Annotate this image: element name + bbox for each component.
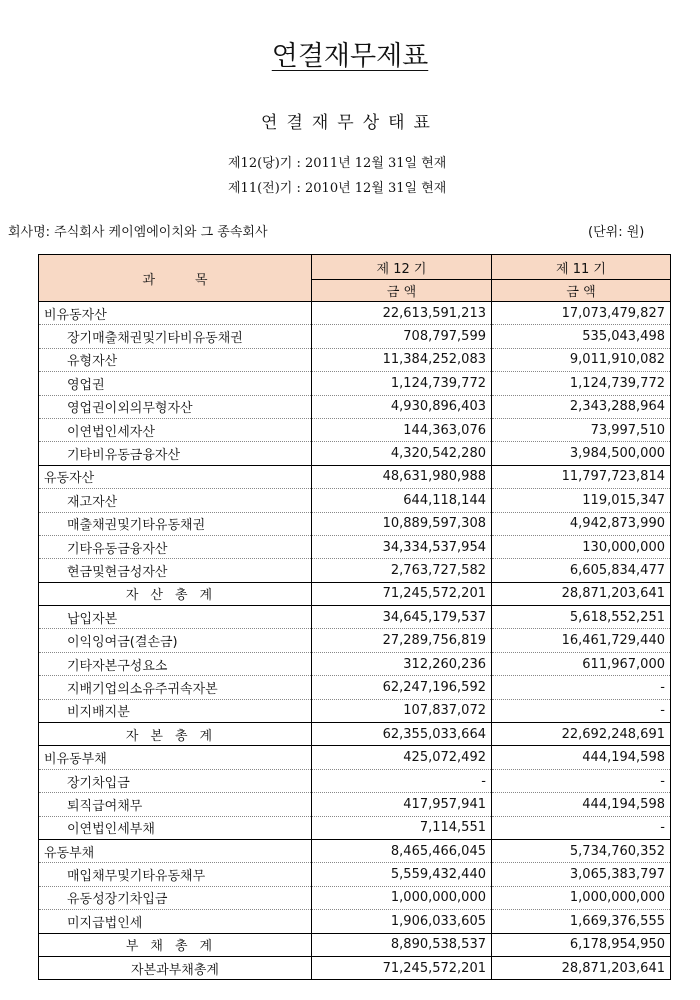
row-prior-value: 22,692,248,691 (492, 723, 671, 746)
table-row (39, 886, 671, 909)
table-row (39, 302, 671, 325)
table-row (39, 652, 671, 675)
row-prior-value: 444,194,598 (492, 746, 671, 769)
row-prior-value: 3,065,383,797 (492, 863, 671, 886)
row-label: 유형자산 (39, 348, 312, 371)
row-current-value: 425,072,492 (312, 746, 492, 769)
table-row (39, 606, 671, 629)
row-label: 이익잉여금(결손금) (39, 629, 312, 652)
period-prior: 제11(전)기 : 2010년 12월 31일 현재 (228, 181, 447, 196)
row-current-value: 2,763,727,582 (312, 559, 492, 582)
row-current-value: 1,000,000,000 (312, 886, 492, 909)
row-label: 기타비유동금융자산 (39, 442, 312, 465)
company-name: 회사명: 주식회사 케이엠에이치와 그 종속회사 (8, 225, 268, 240)
table-row (39, 325, 671, 348)
row-prior-value: 119,015,347 (492, 489, 671, 512)
table-row (39, 910, 671, 933)
row-label: 현금및현금성자산 (39, 559, 312, 582)
row-label: 영업권이외의무형자산 (39, 395, 312, 418)
period-current: 제12(당)기 : 2011년 12월 31일 현재 (228, 156, 447, 171)
total-label: 자본과부채총계 (39, 956, 312, 979)
row-current-value: - (312, 769, 492, 792)
total-label: 자본총계 (39, 723, 312, 746)
row-current-value: 644,118,144 (312, 489, 492, 512)
row-prior-value: 17,073,479,827 (492, 302, 671, 325)
row-prior-value: 444,194,598 (492, 793, 671, 816)
row-current-value: 71,245,572,201 (312, 582, 492, 605)
row-prior-value: 28,871,203,641 (492, 582, 671, 605)
table-row (39, 489, 671, 512)
table-row (39, 839, 671, 862)
row-label: 지배기업의소유주귀속자본 (39, 676, 312, 699)
row-current-value: 4,320,542,280 (312, 442, 492, 465)
unit-label: (단위: 원) (588, 225, 645, 240)
row-prior-value: 1,669,376,555 (492, 910, 671, 933)
row-current-value: 27,289,756,819 (312, 629, 492, 652)
row-current-value: 708,797,599 (312, 325, 492, 348)
table-row (39, 629, 671, 652)
row-label: 비지배지분 (39, 699, 312, 722)
row-label: 퇴직급여채무 (39, 793, 312, 816)
row-prior-value: 16,461,729,440 (492, 629, 671, 652)
total-row (39, 956, 671, 979)
row-current-value: 1,906,033,605 (312, 910, 492, 933)
row-label: 매입채무및기타유동채무 (39, 863, 312, 886)
row-prior-value: 5,618,552,251 (492, 606, 671, 629)
table-row (39, 863, 671, 886)
total-row (39, 582, 671, 605)
row-label: 기타유동금융자산 (39, 535, 312, 558)
header-amount-prior: 금 액 (492, 280, 671, 302)
table-row (39, 746, 671, 769)
row-prior-value: 28,871,203,641 (492, 956, 671, 979)
row-prior-value: 535,043,498 (492, 325, 671, 348)
row-current-value: 22,613,591,213 (312, 302, 492, 325)
row-label: 재고자산 (39, 489, 312, 512)
table-row (39, 699, 671, 722)
row-current-value: 34,334,537,954 (312, 535, 492, 558)
table-row (39, 395, 671, 418)
row-prior-value: 9,011,910,082 (492, 348, 671, 371)
row-current-value: 8,890,538,537 (312, 933, 492, 956)
table-row (39, 348, 671, 371)
balance-sheet-table (38, 254, 671, 980)
row-current-value: 7,114,551 (312, 816, 492, 839)
header-prior-period: 제 11 기 (492, 255, 671, 280)
row-prior-value: 1,000,000,000 (492, 886, 671, 909)
row-label: 납입자본 (39, 606, 312, 629)
row-prior-value: 6,605,834,477 (492, 559, 671, 582)
header-current-period: 제 12 기 (312, 255, 492, 280)
row-label: 비유동부채 (39, 746, 312, 769)
table-row (39, 769, 671, 792)
row-prior-value: 611,967,000 (492, 652, 671, 675)
row-current-value: 11,384,252,083 (312, 348, 492, 371)
row-label: 영업권 (39, 372, 312, 395)
row-label: 매출채권및기타유동채권 (39, 512, 312, 535)
total-label: 부채총계 (39, 933, 312, 956)
row-prior-value: 73,997,510 (492, 418, 671, 441)
table-row (39, 372, 671, 395)
row-prior-value: - (492, 769, 671, 792)
row-prior-value: - (492, 676, 671, 699)
row-label: 유동자산 (39, 465, 312, 488)
row-label: 장기차입금 (39, 769, 312, 792)
header-amount-current: 금 액 (312, 280, 492, 302)
row-current-value: 62,355,033,664 (312, 723, 492, 746)
row-prior-value: 6,178,954,950 (492, 933, 671, 956)
row-current-value: 107,837,072 (312, 699, 492, 722)
row-label: 유동성장기차입금 (39, 886, 312, 909)
row-label: 유동부채 (39, 839, 312, 862)
row-label: 이연법인세자산 (39, 418, 312, 441)
total-row (39, 933, 671, 956)
table-row (39, 793, 671, 816)
header-subject: 과목 (39, 255, 312, 302)
row-current-value: 34,645,179,537 (312, 606, 492, 629)
row-label: 장기매출채권및기타비유동채권 (39, 325, 312, 348)
document-title: 연결재무제표 (271, 41, 429, 72)
row-prior-value: 3,984,500,000 (492, 442, 671, 465)
statement-title: 연결재무상태표 (261, 113, 439, 133)
row-current-value: 144,363,076 (312, 418, 492, 441)
row-current-value: 1,124,739,772 (312, 372, 492, 395)
row-current-value: 10,889,597,308 (312, 512, 492, 535)
row-label: 기타자본구성요소 (39, 652, 312, 675)
row-current-value: 417,957,941 (312, 793, 492, 816)
total-label: 자산총계 (39, 582, 312, 605)
row-label: 이연법인세부채 (39, 816, 312, 839)
row-prior-value: 1,124,739,772 (492, 372, 671, 395)
row-current-value: 8,465,466,045 (312, 839, 492, 862)
row-prior-value: - (492, 816, 671, 839)
row-label: 비유동자산 (39, 302, 312, 325)
total-row (39, 723, 671, 746)
table-row (39, 816, 671, 839)
table-row (39, 559, 671, 582)
table-row (39, 418, 671, 441)
table-row (39, 442, 671, 465)
row-prior-value: 2,343,288,964 (492, 395, 671, 418)
row-current-value: 62,247,196,592 (312, 676, 492, 699)
row-prior-value: 11,797,723,814 (492, 465, 671, 488)
row-current-value: 71,245,572,201 (312, 956, 492, 979)
row-current-value: 312,260,236 (312, 652, 492, 675)
row-prior-value: 5,734,760,352 (492, 839, 671, 862)
row-prior-value: 4,942,873,990 (492, 512, 671, 535)
row-label: 미지급법인세 (39, 910, 312, 933)
row-current-value: 4,930,896,403 (312, 395, 492, 418)
row-current-value: 5,559,432,440 (312, 863, 492, 886)
table-row (39, 465, 671, 488)
row-current-value: 48,631,980,988 (312, 465, 492, 488)
row-prior-value: - (492, 699, 671, 722)
table-row (39, 512, 671, 535)
table-row (39, 535, 671, 558)
row-prior-value: 130,000,000 (492, 535, 671, 558)
table-row (39, 676, 671, 699)
